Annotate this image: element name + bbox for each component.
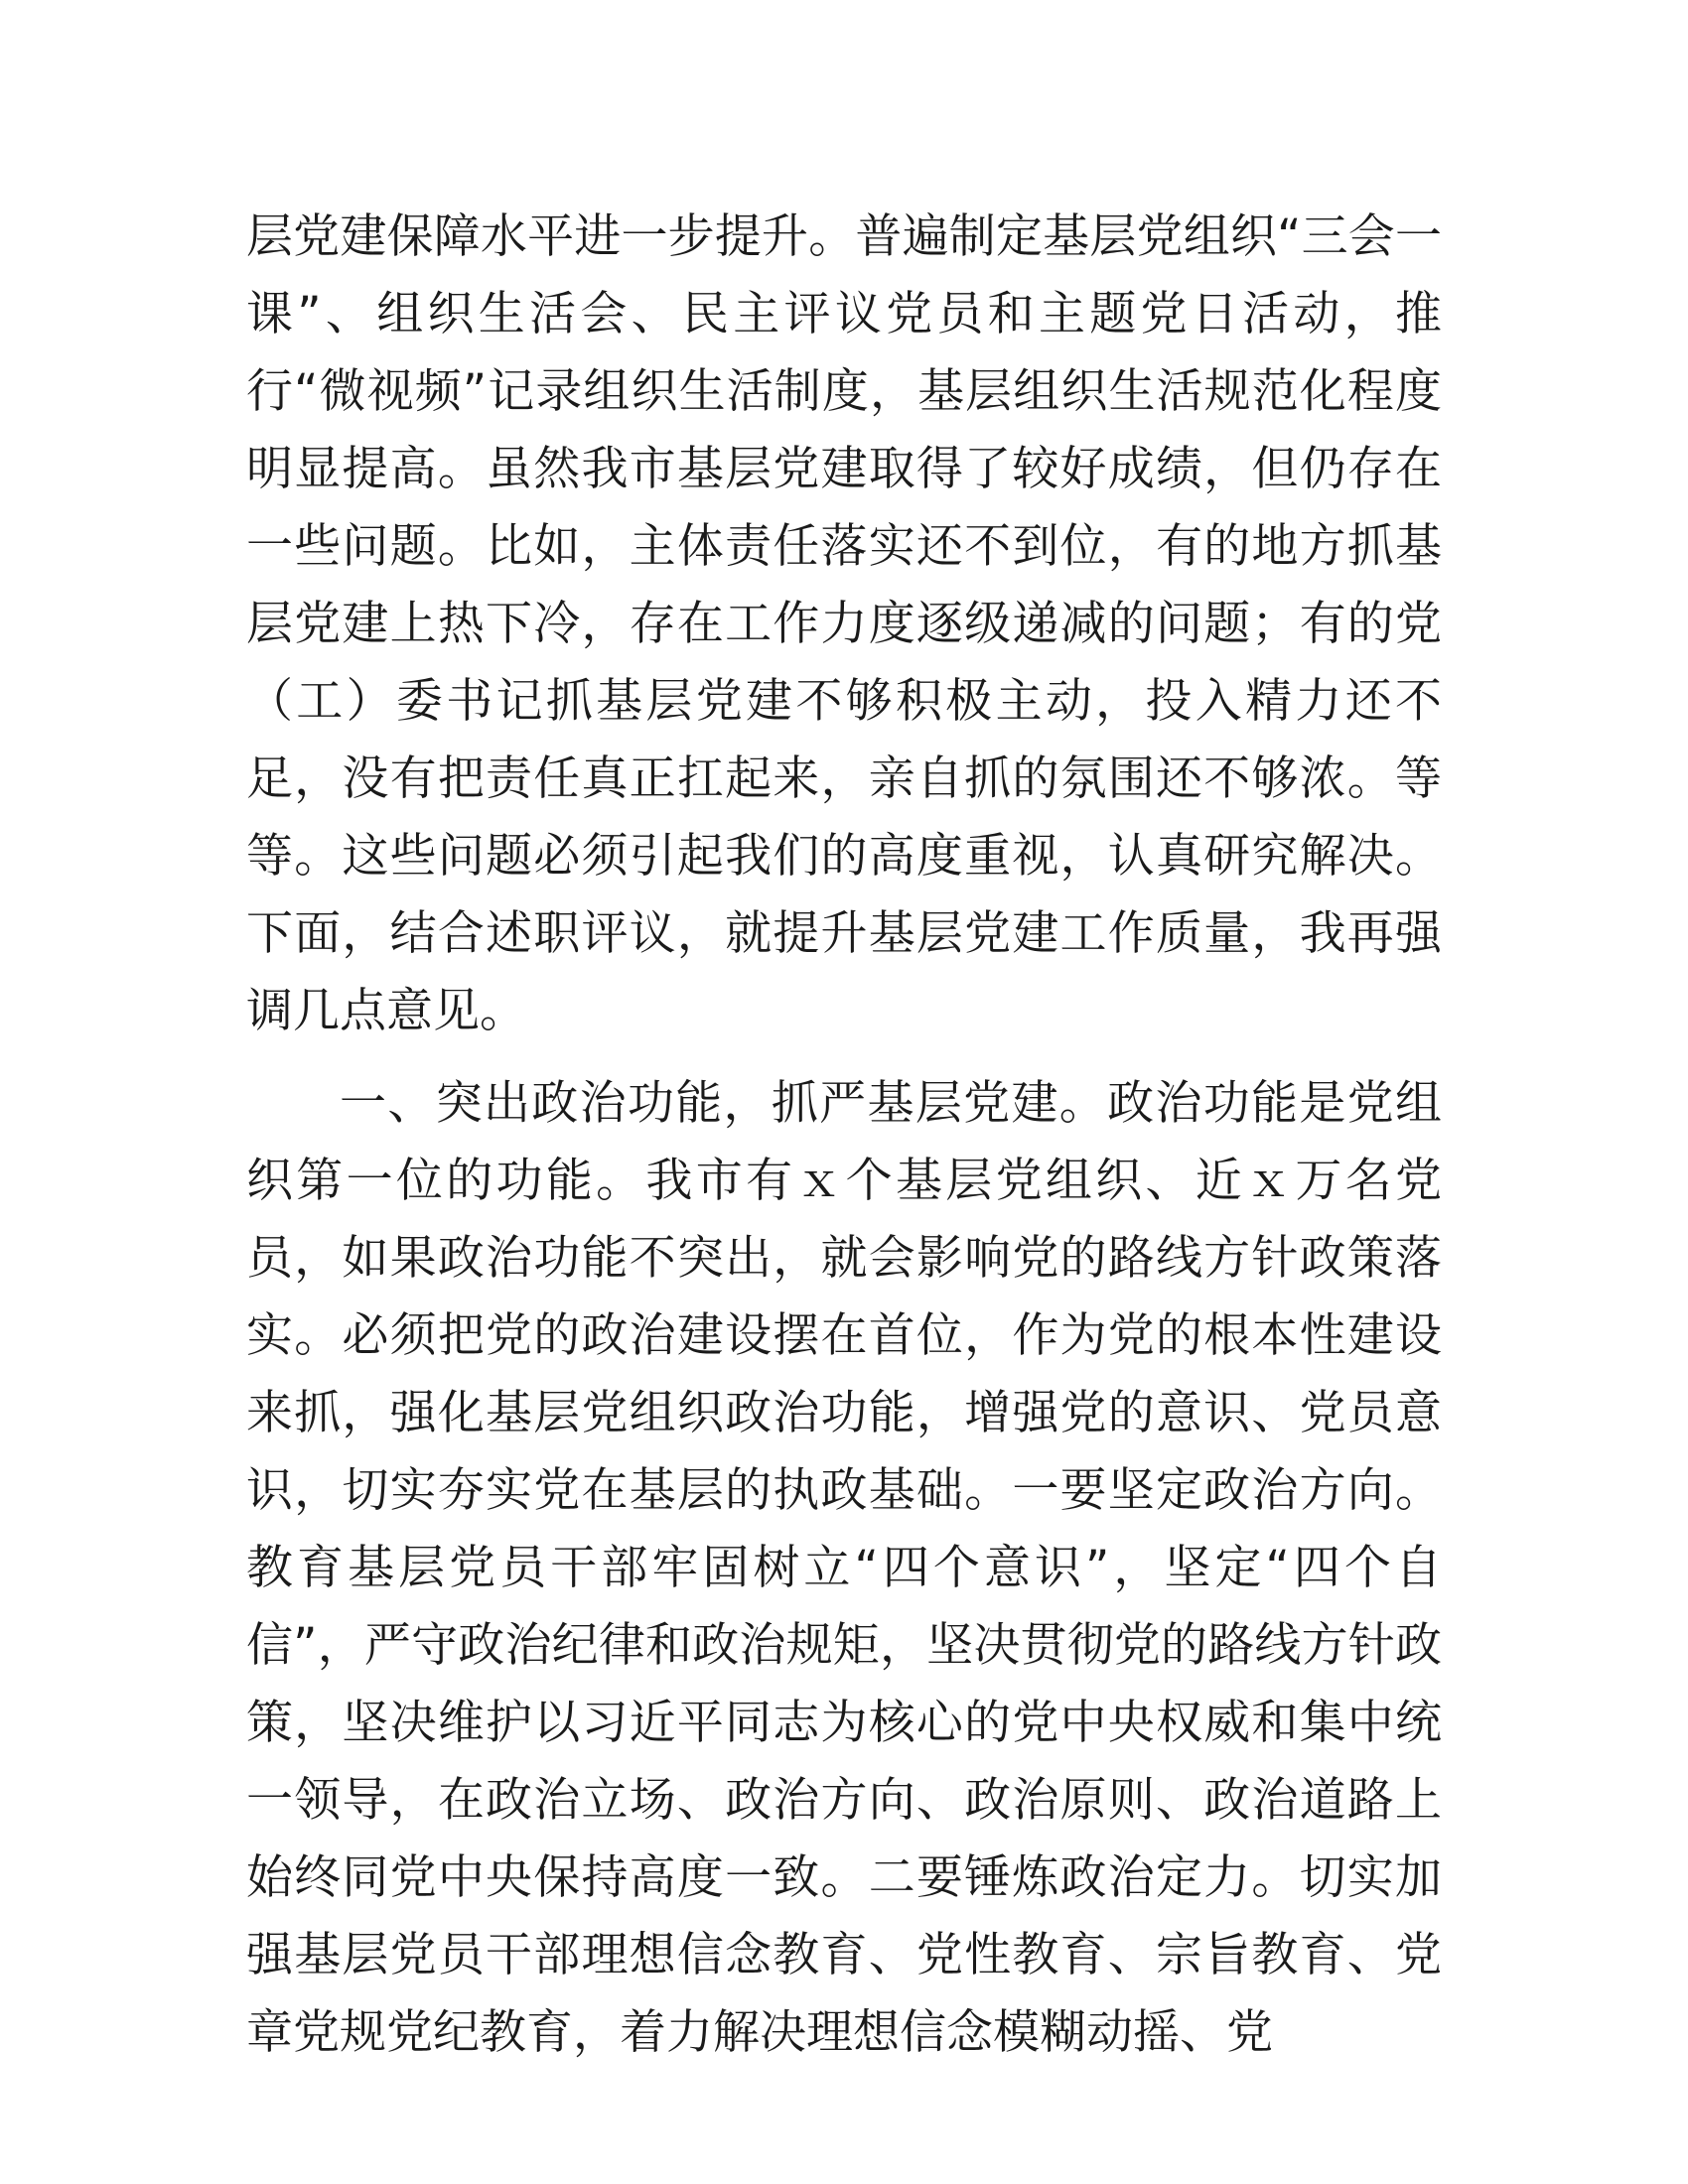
paragraph-continuation: 层党建保障水平进一步提升。普遍制定基层党组织“三会一课”、组织生活会、民主评议党员和主题党日活动，推行“微视频”记录组织生活制度，基层组织生活规范化程度明显提高。虽然我市基层党建取得了较好成绩，但仍存在一些问题。比如，主体责任落实还不到位，有的地方抓基层党建上热下冷，存在工作力度逐级递减的问题；有的党（工）委书记抓基层党建不够积极主动，投入精力还不足，没有把责任真正扛起来，亲自抓的氛围还不够浓。等等。这些问题必须引起我们的高度重视，认真研究解决。下面，结合述职评议，就提升基层党建工作质量，我再强调几点意见。 xyxy=(246,209,1442,1038)
paragraph-section-one: 一、突出政治功能，抓严基层党建。政治功能是党组织第一位的功能。我市有ｘ个基层党组织、近ｘ万名党员，如果政治功能不突出，就会影响党的路线方针政策落实。必须把党的政治建设摆在首位，作为党的根本性建设来抓，强化基层党组织政治功能，增强党的意识、党员意识，切实夯实党在基层的执政基础。一要坚定政治方向。教育基层党员干部牢固树立“四个意识”，坚定“四个自信”，严守政治纪律和政治规矩，坚决贯彻党的路线方针政策，坚决维护以习近平同志为核心的党中央权威和集中统一领导，在政治立场、政治方向、政治原则、政治道路上始终同党中央保持高度一致。二要锤炼政治定力。切实加强基层党员干部理想信念教育、党性教育、宗旨教育、党章党规党纪教育，着力解决理想信念模糊动摇、党 xyxy=(246,1076,1442,2060)
document-body xyxy=(246,199,1442,2072)
